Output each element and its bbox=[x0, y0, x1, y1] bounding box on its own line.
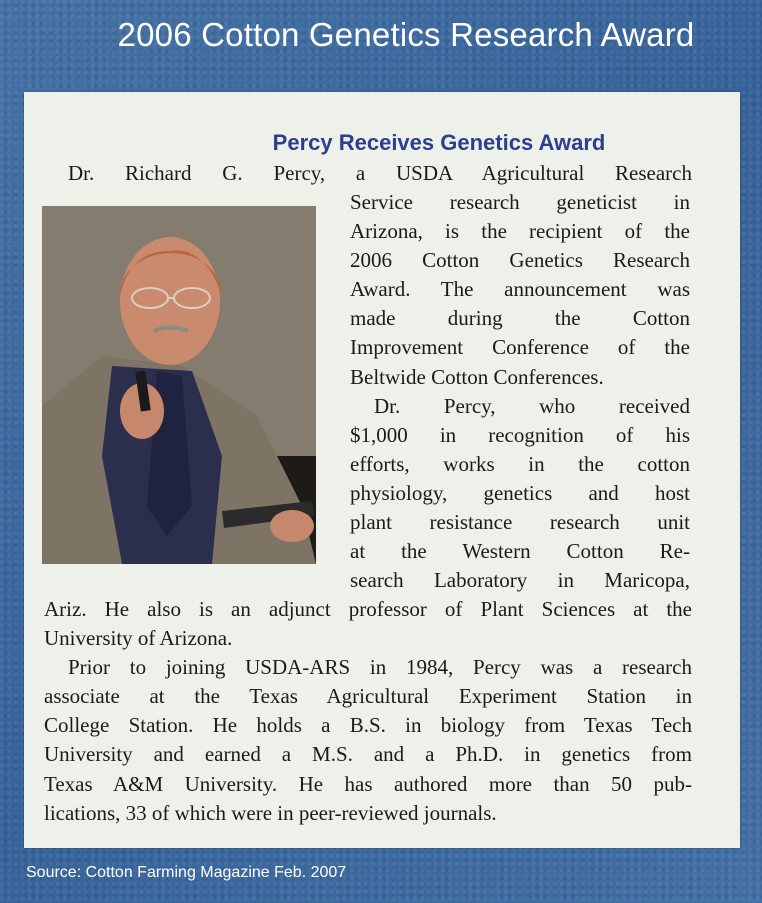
article-line: Award. The announcement was bbox=[350, 277, 690, 302]
article-right-column bbox=[350, 188, 690, 595]
article-line: efforts, works in the cotton bbox=[350, 451, 690, 476]
article-line: Dr. Percy, who received bbox=[374, 393, 690, 418]
article-line: Prior to joining USDA-ARS in 1984, Percy was a research bbox=[68, 655, 692, 680]
article-line: Dr. Richard G. Percy, a USDA Agricultural Research bbox=[68, 161, 692, 185]
article-line: Service research geneticist in bbox=[350, 190, 690, 214]
article-line: Arizona, is the recipient of the bbox=[350, 219, 690, 244]
article-line: Ariz. He also is an adjunct professor of Plant Sciences at the bbox=[44, 597, 692, 621]
article-line: physiology, genetics and host bbox=[350, 480, 690, 505]
portrait-photo-image bbox=[42, 206, 316, 564]
article-paragraph-1-intro bbox=[44, 159, 692, 188]
article-line: $1,000 in recognition of his bbox=[350, 422, 690, 447]
article-headline: Percy Receives Genetics Award bbox=[272, 130, 606, 155]
slide-title: 2006 Cotton Genetics Research Award bbox=[117, 16, 695, 53]
article-line: 2006 Cotton Genetics Research bbox=[350, 248, 690, 273]
portrait-photo bbox=[42, 206, 316, 564]
article-line: associate at the Texas Agricultural Experiment Station in bbox=[44, 684, 692, 709]
article-line: plant resistance research unit bbox=[350, 510, 690, 535]
article-line: made during the Cotton bbox=[350, 306, 690, 331]
article-line: College Station. He holds a B.S. in biology from Texas Tech bbox=[44, 713, 692, 738]
magazine-clipping bbox=[24, 92, 740, 848]
article-line: Beltwide Cotton Conferences. bbox=[350, 364, 604, 389]
article-line: at the Western Cotton Re- bbox=[350, 539, 690, 564]
article-line: search Laboratory in Maricopa, bbox=[350, 568, 690, 593]
article-full-width-text bbox=[44, 595, 692, 828]
source-caption: Source: Cotton Farming Magazine Feb. 2007 bbox=[26, 864, 347, 881]
article-line: Texas A&M University. He has authored more than 50 pub- bbox=[44, 771, 692, 796]
article-line: University and earned a M.S. and a Ph.D. in genetics from bbox=[44, 742, 692, 767]
article-line: University of Arizona. bbox=[44, 626, 233, 651]
article-line: Improvement Conference of the bbox=[350, 335, 690, 360]
article-line: lications, 33 of which were in peer-reviewed journals. bbox=[44, 800, 497, 825]
